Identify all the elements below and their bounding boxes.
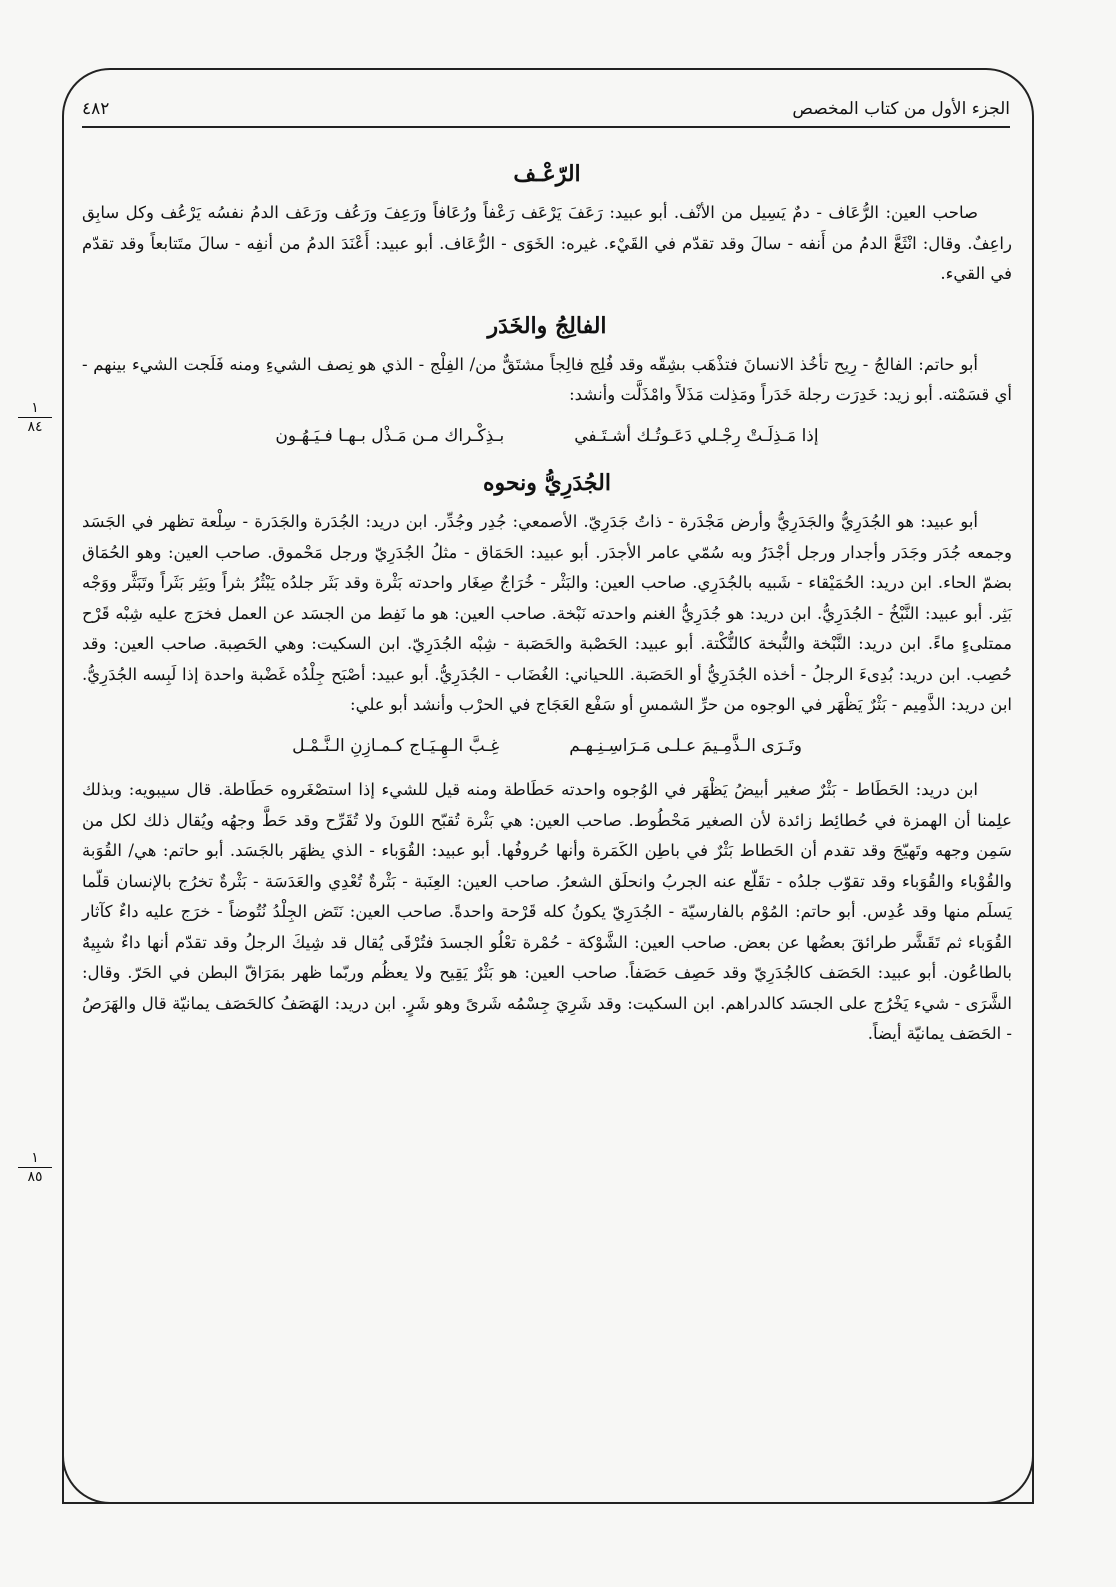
section-judari xyxy=(82,465,1012,1050)
section-falij xyxy=(82,308,1012,452)
margin-note-denominator: ٨٤ xyxy=(27,419,43,435)
poem-first-hemistich: وتَـرَى الـذَّمِـيمَ عـلـى مَـرَاسِـنِـهـم xyxy=(569,735,802,756)
margin-page-ref-85 xyxy=(18,1150,52,1185)
page-number: ٤٨٢ xyxy=(82,99,110,119)
poem-verse xyxy=(82,421,1012,452)
poem-first-hemistich: إذا مَـذِلَـتْ رِجْـلي دَعَـوتُـك أشـتَـفي xyxy=(574,425,819,446)
section-title: الجُدَرِيُّ ونحوه xyxy=(483,470,611,496)
margin-page-ref-84 xyxy=(18,400,52,435)
section-ruaf xyxy=(82,156,1012,290)
margin-note-denominator: ٨٥ xyxy=(27,1169,43,1185)
poem-second-hemistich: بـذِكْـراك مـن مَـذْل بـهـا فـيَـهُـون xyxy=(275,425,505,446)
paragraph: أبو حاتم: الفالجُ - رِيح تأخُذ الانسانَ فتذْهَب بشِقّه وقد فُلِج فالِجاً مشتَقٌّ من/ الفِلْج - الذي هو نِصف الشيءِ ومنه فَلَجت الشيء بينهم - أي قسَمْته. أبو زيد: خَدِرَت رجلة خَدَراً ومَذِلت مَذَلاً وامْذَلَّت وأنشد: xyxy=(82,354,1012,404)
paragraph: صاحب العين: الرُّعَاف - دمٌ يَسِيل من الأنْف. أبو عبيد: رَعَفَ يَرْعَف رَعْفاً ورُعَافاً ورَعِفَ ورَعُف ورَعَف الدمُ نفسُه يَرْعُف وكل سابِق راعِفٌ. وقال: انْثَعَّ الدمُ من أَنفه - سالَ وقد تقدّم في القَيْء. غيره: الخَوَى - الرُّعَاف. أبو عبيد: أَعْنَدَ الدمُ من أنفِه - سالَ متَتابعاً وقد تقدّم في القيء. xyxy=(82,203,1012,283)
poem-second-hemistich: غِـبَّ الـهِـيَـاج كـمـازِنِ الـنَّـمْـل xyxy=(292,735,500,756)
paragraph: أبو عبيد: هو الجُدَرِيُّ والجَدَرِيُّ وأرض مَجْدَرة - ذاتُ جَدَرِيّ. الأصمعي: جُدِر وجُدِّر. ابن دريد: الجُدَرة والجَدَرة - سِلْعة تظهر في الجَسَد وجمعه جُدَر وجَدَر وأجدار ورجل أجْدَرُ وبه سُمّي عامر الأجدَر. أبو عبيد: الحَمَاق - مثلُ الجُدَرِيّ ورجل مَحْموق. صاحب العين: وهو الحُمَاق بضمّ الحاء. ابن دريد: الحُمَيْقاء - شَبيه بالجُدَرِي. صاحب العين: والبَثْر - خُرَاجٌ صِغَار واحدته بَثْرة وقد بَثَر جلدُه يَبْثُرُ بثراً وبَثِر بَثَراً وتَبَثَّر ووَجْه بَثِر. أبو عبيد: النَّبْخُ - الجُدَرِيُّ. ابن دريد: هو جُدَرِيُّ الغنم واحدته نَبْخة. صاحب العين: هو ما نَفِط من الجسَد عن العمل فخرَج عليه شِبْه قَرْح ممتلىءٍ ماءً. ابن دريد: النَّبْخة والنُّبخة كالنُّكْتة. أبو عبيد: الحَصْبة والحَصَبة - شِبْه الجُدَرِيّ. ابن السكيت: وهي الحَصِبة. صاحب العين: وقد حُصِب. ابن دريد: بُدِىءَ الرجلُ - أخذه الجُدَرِيُّ أو الحَصَبة. اللحياني: الغُضَاب - الجُدَرِيُّ. أبو عبيد: أصْبَح جِلْدُه غَضْبة واحدة إذا لَبِسه الجُدَرِيُّ. ابن دريد: الذَّمِيم - بَثْرٌ يَظْهَر في الوجوه من حرِّ الشمسِ أو سَفْع العَجَاج في الحرْب وأنشد أبو علي: xyxy=(82,512,1012,714)
section-title: الفالِجُ والخَدَر xyxy=(487,312,607,339)
page-header xyxy=(82,92,1010,128)
poem-verse xyxy=(82,731,1012,762)
paragraph: ابن دريد: الحَطَاط - بَثْرٌ صغير أبيضُ يَظْهَر في الوُجوه واحدته حَطَاطة ومنه قيل للشيء إذا استصْغَروه حَطَاطة. قال سيبويه: وبذلك علِمنا أن الهمزة في حُطائِط زائدة لأن الصغير مَحْطُوط. صاحب العين: هي بَثْرة تُقبّح اللونَ ولا تُقَرِّح وقد حَطَّ وجهُه ويُقال ذلك لكل من سَمِن وجهه وتَهيّجَ وقد تقدم أن الحَطاط بَثْرٌ في باطِن الكَمَرة وأنها حُروفُها. أبو عبيد: القُوَباء - الذي يظهَر بالجَسَد. أبو حاتم: هي/ القُوَبة والقُوْباء والقُوَباء وقد تقوّب جلدُه - تقَلّع عنه الجربُ وانحلَق الشعرُ. صاحب العين: العِنَبة - بَثْرةٌ تُعْدِي والعَدَسَة - بَثْرةٌ تخرُج بالإنسان قلّما يَسلَم منها وقد عُدِس. أبو حاتم: المُوْم بالفارسيّة - الجُدَرِيّ يكونُ كله قَرْحة واحدةً. صاحب العين: نَتَض الجِلْدُ نُتُوضاً - خرَج عليه داءٌ كآثار القُوَباء ثم تَقَشَّر طرائقَ بعضُها عن بعض. صاحب العين: الشَّوْكة - حُمْرة تعْلُو الجسدَ فتُرْقَى يُقال قد شِيكَ الرجلُ وقد تقدّم أنها داءٌ شبِيهٌ بالطاعُون. أبو عبيد: الحَصَف كالجُدَرِيّ وقد حَصِف حَصَفاً. صاحب العين: هو بَثْرٌ يَقِيح ولا يعظُم وربّما ظهر بمَرَاقّ البطن في الحَرّ. وقال: الشَّرَى - شيء يَخْرُج على الجسَد كالدراهم. ابن السكيت: وقد شَرِيَ جِسْمُه شَرىً وهو شَرٍ. ابن دريد: الهَصَفُ كالحَصَف يمانيّة قال والهَرَصُ - الحَصَف يمانيّة أيضاً. xyxy=(82,780,1012,1043)
section-title: الرّعْـف xyxy=(513,161,581,187)
margin-note-numerator: ١ xyxy=(18,1150,52,1168)
page-body xyxy=(82,156,1012,1056)
margin-note-numerator: ١ xyxy=(18,400,52,418)
book-title: الجزء الأول من كتاب المخصص xyxy=(792,99,1010,119)
